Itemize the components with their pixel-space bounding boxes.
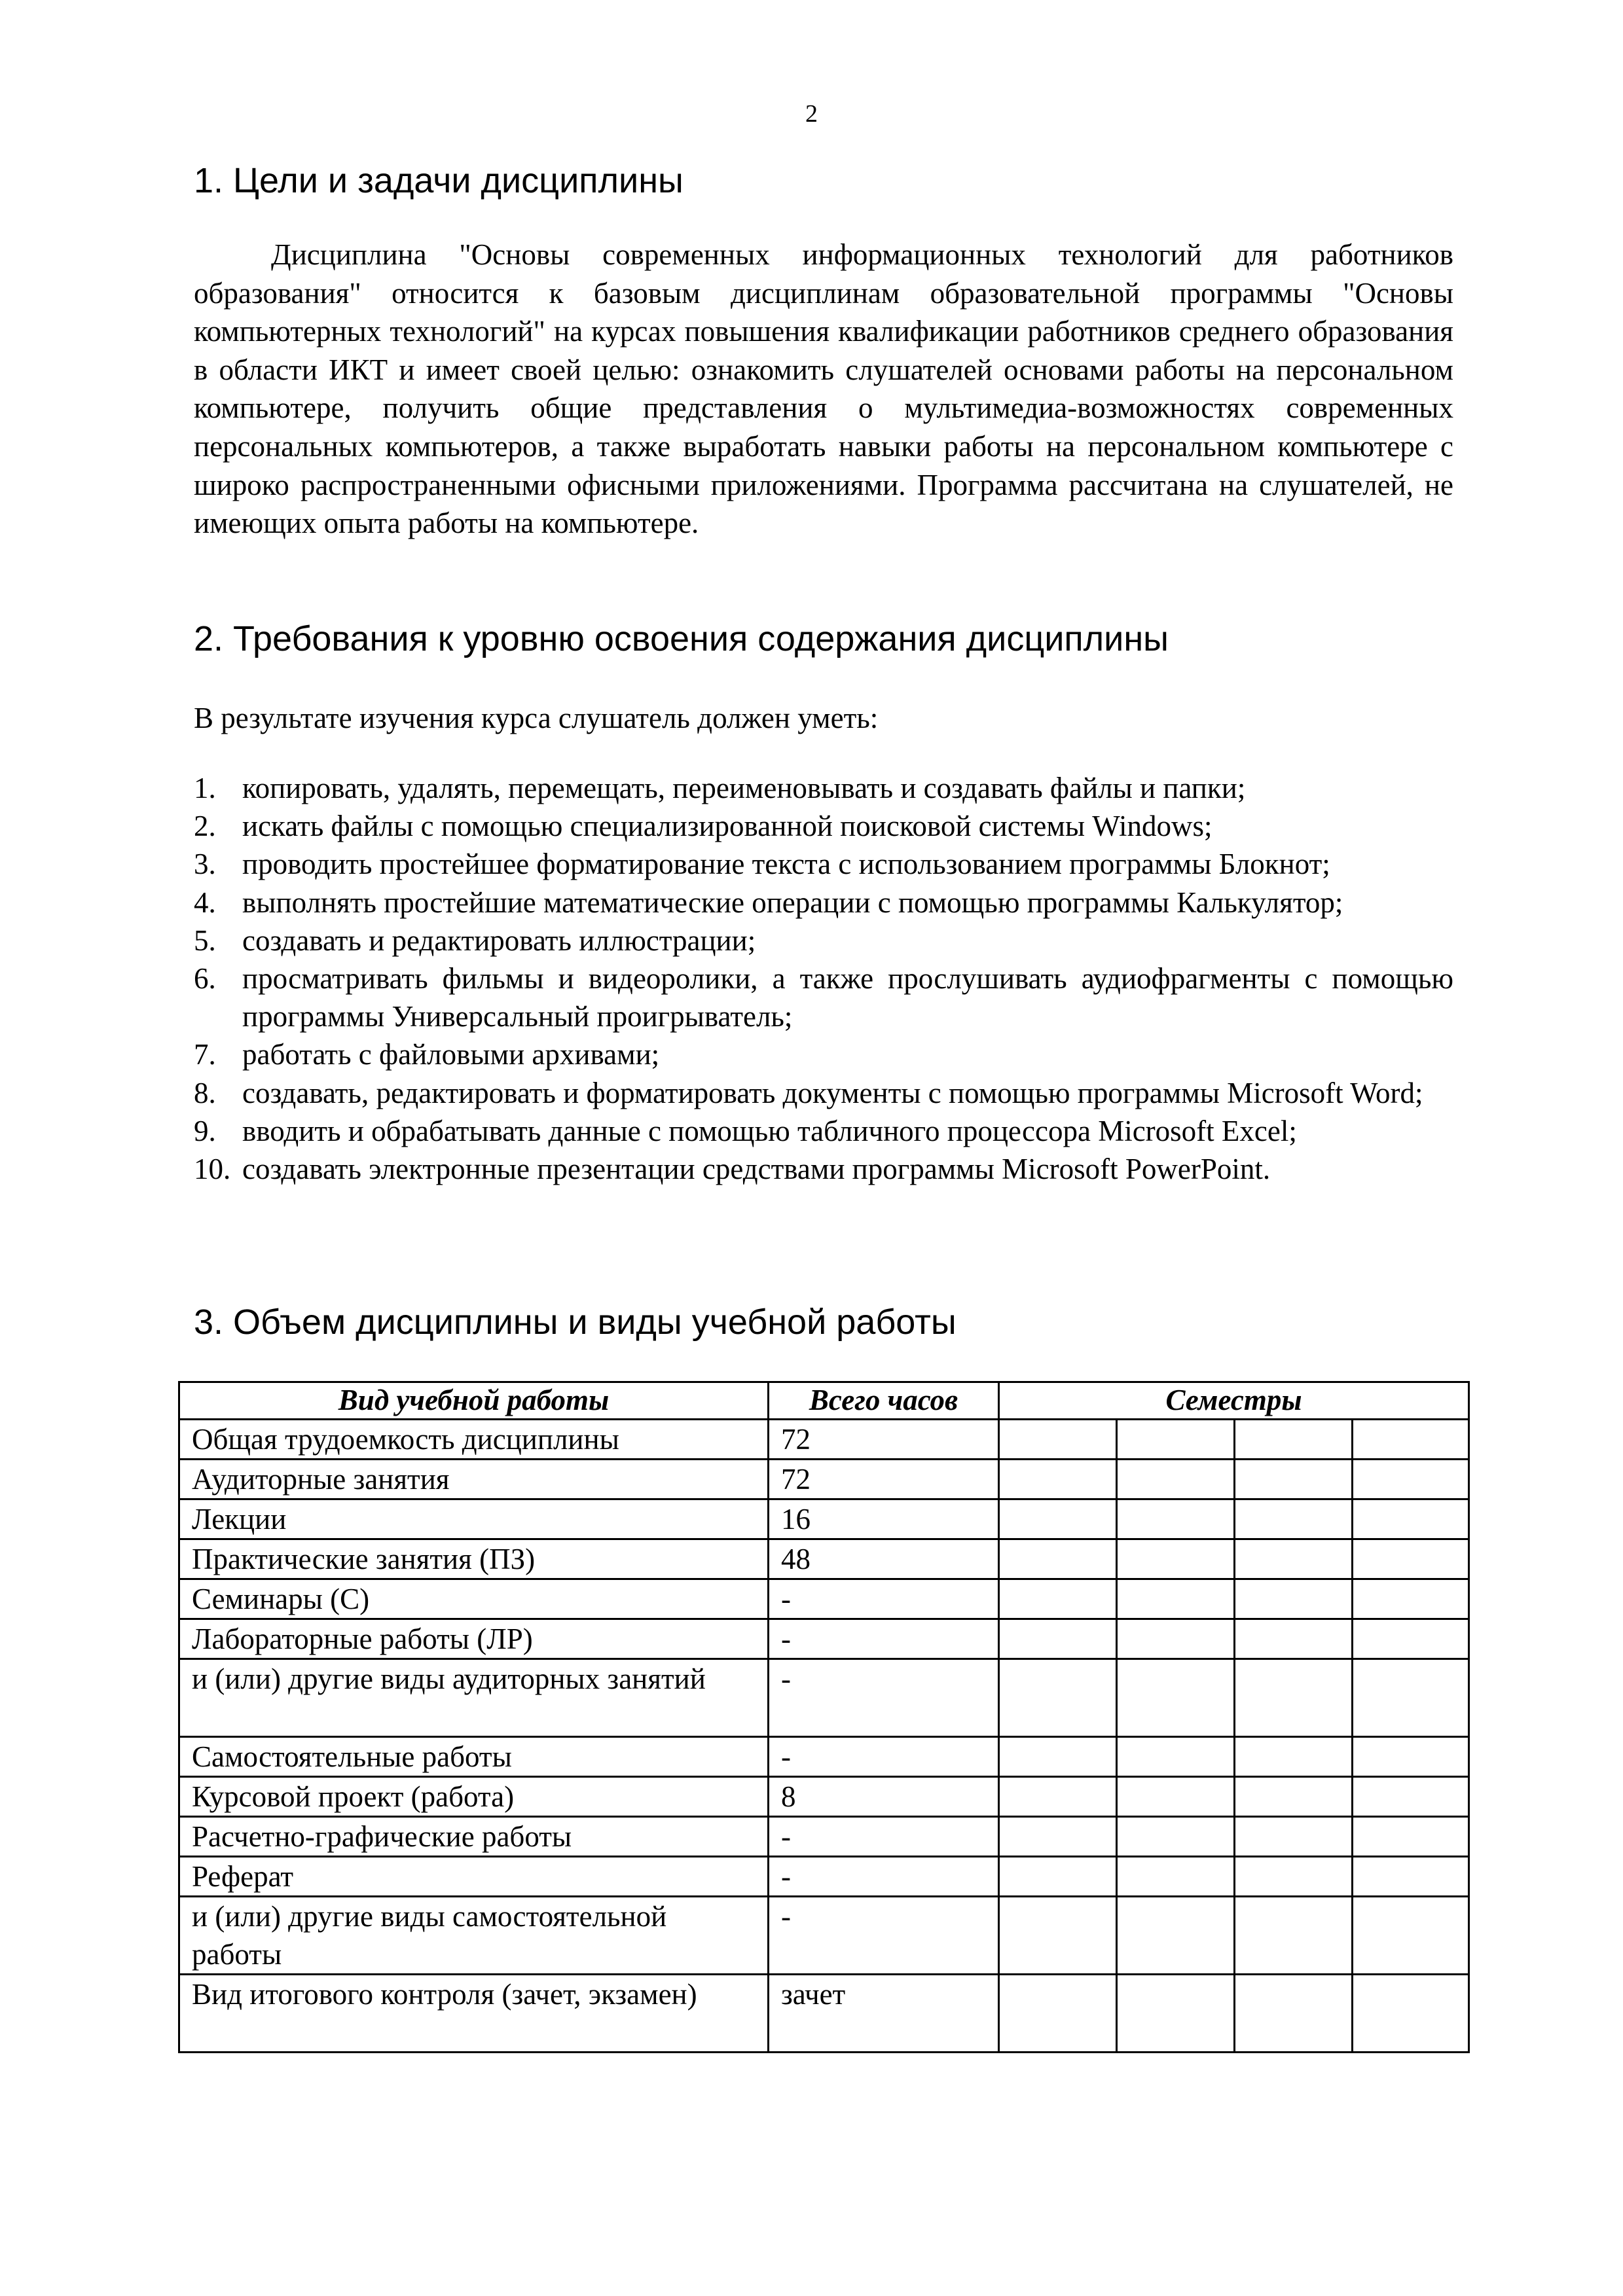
semester-cell bbox=[1353, 1579, 1469, 1619]
semester-cell bbox=[1235, 1777, 1353, 1817]
list-item bbox=[194, 1074, 1453, 1112]
semester-cell bbox=[1353, 1777, 1469, 1817]
section-1-paragraph: Дисциплина "Основы современных информационных технологий для работников образования" относится к базовым дисциплинам образовательной программы "Основы компьютерных технологий" на курсах повышения квалификации работников среднего образования в области ИКТ и имеет своей целью: ознакомить слушателей основами работы на персональном компьютере, получить общие представления о мультимедиа-возможностях современных персональных компьютеров, а также выработать навыки работы на персональном компьютере с широко распространенными офисными приложениями. Программа рассчитана на слушателей, не имеющих опыта работы на компьютере. bbox=[194, 238, 1453, 540]
table-row bbox=[179, 1817, 1469, 1857]
semester-cell bbox=[999, 1777, 1117, 1817]
section-3-title: 3. Объем дисциплины и виды учебной работы bbox=[194, 1302, 957, 1342]
semester-cell bbox=[1117, 1499, 1235, 1539]
row-hours: 72 bbox=[769, 1460, 999, 1499]
semester-cell bbox=[1353, 1420, 1469, 1460]
semester-cell bbox=[1235, 1897, 1353, 1975]
list-item-number: 7. bbox=[194, 1038, 216, 1071]
semester-cell bbox=[999, 1975, 1117, 2053]
list-item-number: 8. bbox=[194, 1076, 216, 1109]
list-item bbox=[194, 1112, 1453, 1150]
list-item bbox=[194, 769, 1453, 807]
table-row bbox=[179, 1539, 1469, 1579]
semester-cell bbox=[1353, 1737, 1469, 1777]
list-item bbox=[194, 960, 1453, 1035]
header-total-hours: Всего часов bbox=[769, 1382, 999, 1420]
row-hours: - bbox=[769, 1817, 999, 1857]
semester-cell bbox=[1235, 1857, 1353, 1897]
row-hours: - bbox=[769, 1737, 999, 1777]
section-2-title: 2. Требования к уровню освоения содержания дисциплины bbox=[194, 619, 1169, 658]
header-work-type: Вид учебной работы bbox=[179, 1382, 769, 1420]
semester-cell bbox=[1353, 1975, 1469, 2053]
row-label: Практические занятия (ПЗ) bbox=[179, 1539, 769, 1579]
table-row bbox=[179, 1777, 1469, 1817]
page-number: 2 bbox=[805, 100, 818, 128]
semester-cell bbox=[999, 1659, 1117, 1737]
row-hours: - bbox=[769, 1897, 999, 1975]
row-hours: - bbox=[769, 1659, 999, 1737]
semester-cell bbox=[1353, 1897, 1469, 1975]
semester-cell bbox=[1117, 1420, 1235, 1460]
list-item-number: 3. bbox=[194, 848, 216, 881]
row-label: Лабораторные работы (ЛР) bbox=[179, 1619, 769, 1659]
table-row bbox=[179, 1579, 1469, 1619]
semester-cell bbox=[1235, 1499, 1353, 1539]
semester-cell bbox=[1235, 1659, 1353, 1737]
row-hours: - bbox=[769, 1619, 999, 1659]
list-item bbox=[194, 884, 1453, 922]
table-header-row bbox=[179, 1382, 1469, 1420]
list-item-number: 4. bbox=[194, 886, 216, 919]
list-item bbox=[194, 922, 1453, 960]
semester-cell bbox=[999, 1897, 1117, 1975]
list-item-number: 9. bbox=[194, 1114, 216, 1147]
semester-cell bbox=[999, 1619, 1117, 1659]
list-item-text: вводить и обрабатывать данные с помощью табличного процессора Microsoft Excel; bbox=[242, 1114, 1297, 1147]
row-label: Общая трудоемкость дисциплины bbox=[179, 1420, 769, 1460]
semester-cell bbox=[1117, 1857, 1235, 1897]
row-label: Аудиторные занятия bbox=[179, 1460, 769, 1499]
table-row bbox=[179, 1460, 1469, 1499]
semester-cell bbox=[1235, 1619, 1353, 1659]
list-item-text: выполнять простейшие математические операции с помощью программы Калькулятор; bbox=[242, 886, 1343, 919]
list-item-number: 10. bbox=[194, 1153, 231, 1186]
list-item-text: работать с файловыми архивами; bbox=[242, 1038, 660, 1071]
semester-cell bbox=[999, 1817, 1117, 1857]
list-item-number: 5. bbox=[194, 924, 216, 957]
row-label: Вид итогового контроля (зачет, экзамен) bbox=[179, 1975, 769, 2053]
row-hours: 8 bbox=[769, 1777, 999, 1817]
section-1-title: 1. Цели и задачи дисциплины bbox=[194, 161, 684, 200]
row-label: Расчетно-графические работы bbox=[179, 1817, 769, 1857]
semester-cell bbox=[1117, 1737, 1235, 1777]
semester-cell bbox=[1353, 1499, 1469, 1539]
semester-cell bbox=[1353, 1857, 1469, 1897]
requirements-list bbox=[194, 769, 1453, 1188]
semester-cell bbox=[1235, 1737, 1353, 1777]
semester-cell bbox=[1235, 1420, 1353, 1460]
table-row bbox=[179, 1897, 1469, 1975]
list-item bbox=[194, 807, 1453, 845]
semester-cell bbox=[1353, 1539, 1469, 1579]
row-hours: 16 bbox=[769, 1499, 999, 1539]
workload-table bbox=[178, 1381, 1470, 2053]
semester-cell bbox=[1353, 1619, 1469, 1659]
section-2-lead: В результате изучения курса слушатель должен уметь: bbox=[194, 702, 879, 734]
list-item-text: создавать электронные презентации средствами программы Microsoft PowerPoint. bbox=[242, 1153, 1271, 1186]
list-item-number: 6. bbox=[194, 962, 216, 996]
semester-cell bbox=[999, 1857, 1117, 1897]
semester-cell bbox=[1235, 1579, 1353, 1619]
table-row bbox=[179, 1659, 1469, 1737]
semester-cell bbox=[999, 1579, 1117, 1619]
semester-cell bbox=[999, 1499, 1117, 1539]
semester-cell bbox=[1353, 1817, 1469, 1857]
semester-cell bbox=[1117, 1460, 1235, 1499]
semester-cell bbox=[1117, 1897, 1235, 1975]
list-item-text: просматривать фильмы и видеоролики, а также прослушивать аудиофрагменты с помощью программы Универсальный проигрыватель; bbox=[242, 962, 1453, 1033]
row-label: Семинары (С) bbox=[179, 1579, 769, 1619]
semester-cell bbox=[1117, 1659, 1235, 1737]
semester-cell bbox=[1117, 1619, 1235, 1659]
semester-cell bbox=[1235, 1817, 1353, 1857]
list-item-text: создавать и редактировать иллюстрации; bbox=[242, 924, 756, 957]
list-item bbox=[194, 845, 1453, 883]
table-row bbox=[179, 1499, 1469, 1539]
semester-cell bbox=[1235, 1975, 1353, 2053]
table-row bbox=[179, 1737, 1469, 1777]
row-label: Лекции bbox=[179, 1499, 769, 1539]
row-hours: 72 bbox=[769, 1420, 999, 1460]
semester-cell bbox=[999, 1737, 1117, 1777]
header-semesters: Семестры bbox=[999, 1382, 1469, 1420]
row-hours: - bbox=[769, 1857, 999, 1897]
table-row bbox=[179, 1619, 1469, 1659]
row-label: и (или) другие виды самостоятельной работы bbox=[179, 1897, 769, 1975]
semester-cell bbox=[1353, 1659, 1469, 1737]
semester-cell bbox=[1117, 1777, 1235, 1817]
semester-cell bbox=[1235, 1539, 1353, 1579]
list-item-text: проводить простейшее форматирование текста с использованием программы Блокнот; bbox=[242, 848, 1330, 881]
table-row bbox=[179, 1420, 1469, 1460]
semester-cell bbox=[1117, 1817, 1235, 1857]
row-hours: зачет bbox=[769, 1975, 999, 2053]
row-label: и (или) другие виды аудиторных занятий bbox=[179, 1659, 769, 1737]
row-label: Реферат bbox=[179, 1857, 769, 1897]
list-item-text: искать файлы с помощью специализированной поисковой системы Windows; bbox=[242, 810, 1213, 843]
list-item bbox=[194, 1035, 1453, 1073]
semester-cell bbox=[1117, 1579, 1235, 1619]
row-hours: 48 bbox=[769, 1539, 999, 1579]
semester-cell bbox=[999, 1460, 1117, 1499]
table-row bbox=[179, 1857, 1469, 1897]
semester-cell bbox=[1117, 1975, 1235, 2053]
list-item-number: 2. bbox=[194, 810, 216, 843]
semester-cell bbox=[1117, 1539, 1235, 1579]
row-label: Самостоятельные работы bbox=[179, 1737, 769, 1777]
row-hours: - bbox=[769, 1579, 999, 1619]
semester-cell bbox=[1235, 1460, 1353, 1499]
list-item-text: создавать, редактировать и форматировать документы с помощью программы Microsoft Word; bbox=[242, 1076, 1423, 1109]
list-item-number: 1. bbox=[194, 772, 216, 804]
row-label: Курсовой проект (работа) bbox=[179, 1777, 769, 1817]
list-item bbox=[194, 1150, 1453, 1188]
semester-cell bbox=[999, 1539, 1117, 1579]
list-item-text: копировать, удалять, перемещать, переименовывать и создавать файлы и папки; bbox=[242, 772, 1246, 804]
semester-cell bbox=[999, 1420, 1117, 1460]
semester-cell bbox=[1353, 1460, 1469, 1499]
table-row bbox=[179, 1975, 1469, 2053]
